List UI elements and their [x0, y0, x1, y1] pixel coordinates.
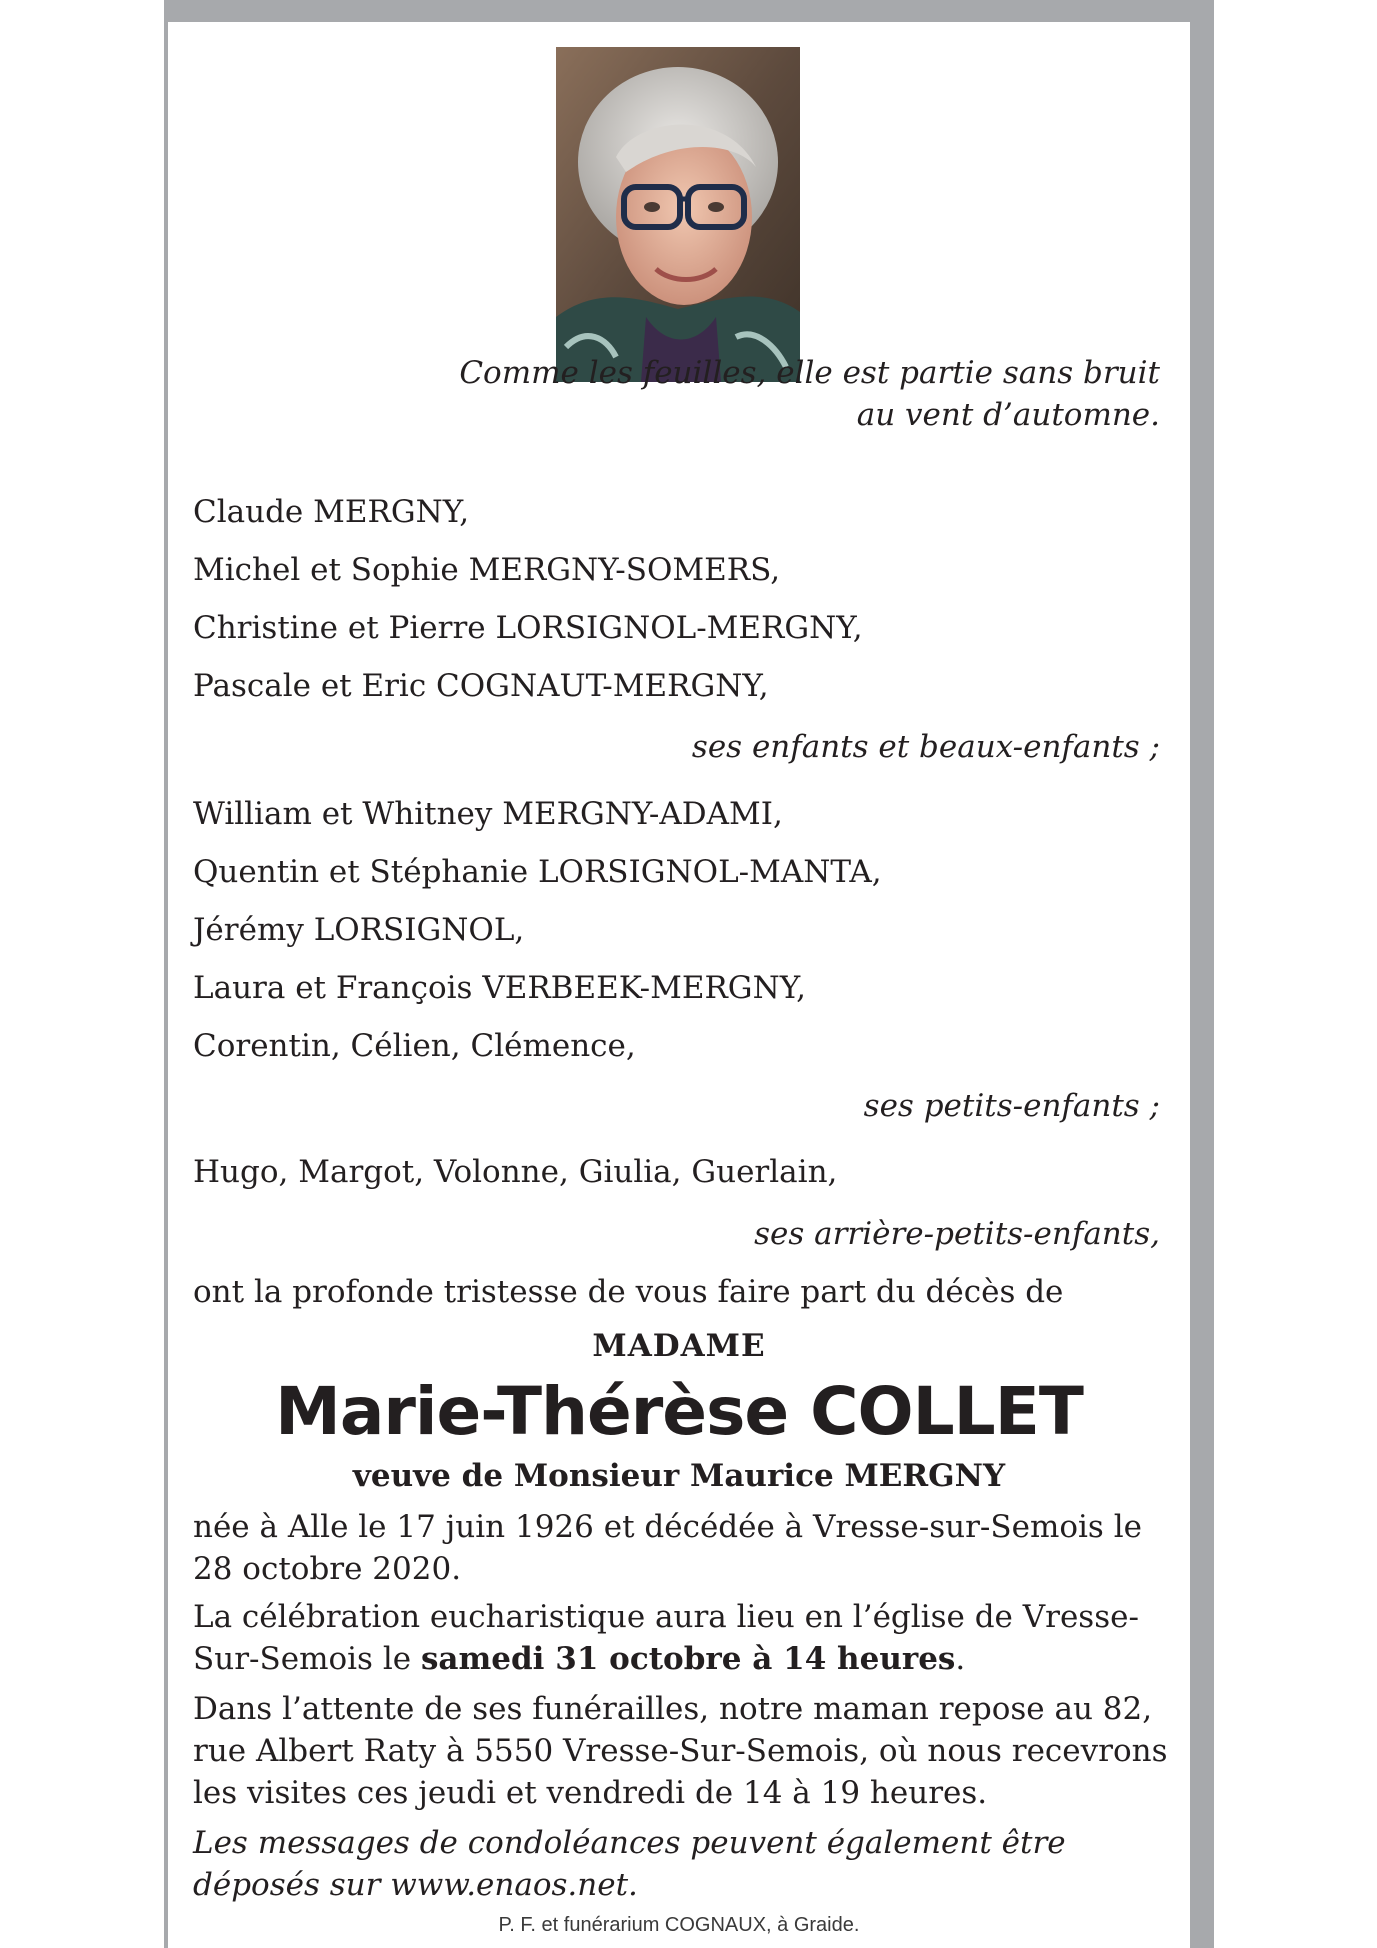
grandchild-4: Laura et François VERBEEK-MERGNY,: [193, 970, 807, 1006]
grandchild-1: William et Whitney MERGNY-ADAMI,: [193, 796, 783, 832]
portrait-image: [556, 47, 800, 382]
condolences: Les messages de condoléances peuvent également être déposés sur www.enaos.net.: [193, 1825, 1066, 1903]
child-2: Michel et Sophie MERGNY-SOMERS,: [193, 552, 781, 588]
child-1: Claude MERGNY,: [193, 494, 470, 530]
celebration-date: samedi 31 octobre à 14 heures: [420, 1641, 956, 1677]
grandchild-3: Jérémy LORSIGNOL,: [193, 912, 525, 948]
grandchild-2: Quentin et Stéphanie LORSIGNOL-MANTA,: [193, 854, 882, 890]
deceased-name: Marie-Thérèse COLLET: [275, 1373, 1083, 1450]
birth-death: née à Alle le 17 juin 1926 et décédée à Vresse-sur-Semois le 28 octobre 2020.: [193, 1509, 1142, 1587]
children-role: ses enfants et beaux-enfants ;: [691, 729, 1160, 765]
widow-of: veuve de Monsieur Maurice MERGNY: [352, 1458, 1006, 1494]
great-grandchildren-role: ses arrière-petits-enfants,: [754, 1216, 1160, 1252]
celebration-text: La célébration eucharistique aura lieu en l’église de Vresse-Sur-Semois le: [193, 1599, 1139, 1677]
child-3: Christine et Pierre LORSIGNOL-MERGNY,: [193, 610, 863, 646]
celebration: [193, 1596, 1168, 1680]
quote-line-1: Comme les feuilles, elle est partie sans bruit: [459, 355, 1160, 391]
celebration-end: .: [955, 1641, 966, 1677]
great-grandchildren: Hugo, Margot, Volonne, Giulia, Guerlain,: [193, 1154, 838, 1190]
funeral-home: P. F. et funérarium COGNAUX, à Graide.: [498, 1914, 860, 1936]
grandchild-5: Corentin, Célien, Clémence,: [193, 1028, 636, 1064]
visitation: Dans l’attente de ses funérailles, notre maman repose au 82, rue Albert Raty à 5550 Vresse-Sur-Semois, où nous recevrons les visites ces jeudi et vendredi de 14 à 19 heures.: [193, 1691, 1168, 1811]
quote-line-2: au vent d’automne.: [856, 397, 1160, 433]
portrait-photo: [556, 47, 800, 382]
grandchildren-role: ses petits-enfants ;: [863, 1088, 1160, 1124]
obituary-card: [168, 22, 1190, 1948]
child-4: Pascale et Eric COGNAUT-MERGNY,: [193, 668, 769, 704]
title-madame: MADAME: [592, 1328, 766, 1364]
announcement: ont la profonde tristesse de vous faire part du décès de: [193, 1274, 1064, 1310]
